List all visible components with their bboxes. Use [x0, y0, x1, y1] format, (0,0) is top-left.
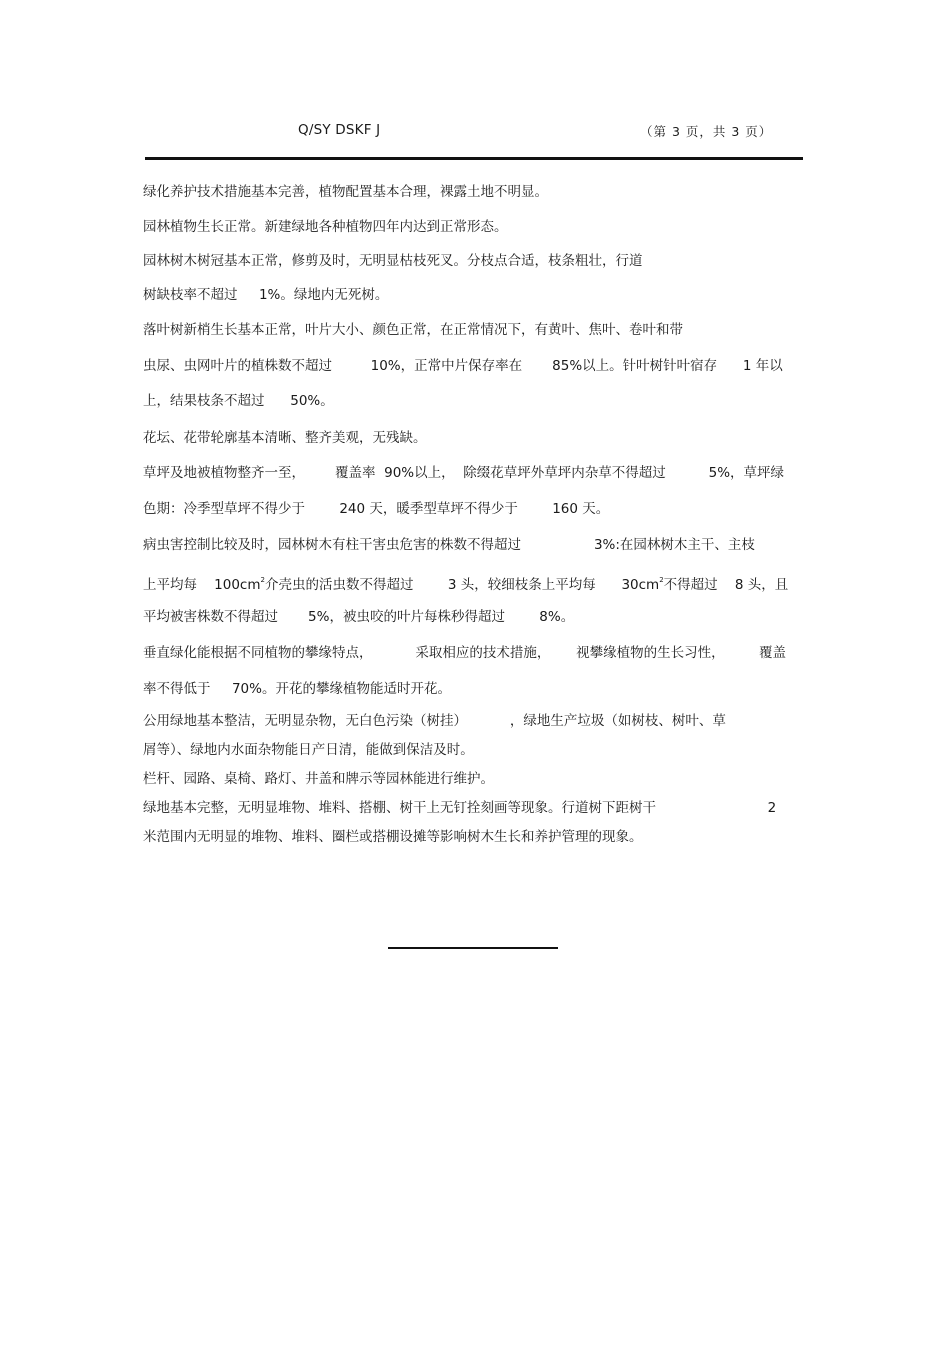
text-line: 屑等）、绿地内水面杂物能日产日清，能做到保洁及时。: [143, 742, 474, 758]
text-line: 色期：冷季型草坪不得少于 240 天，暖季型草坪不得少于 160 天。: [143, 501, 610, 517]
document-code: Q/SY DSKF J: [298, 122, 381, 138]
text-line: 虫尿、虫网叶片的植株数不超过 10%，正常中片保存率在 85%以上。针叶树针叶宿存 1 年以: [143, 358, 783, 374]
text-segment: 上平均每 100cm: [143, 577, 261, 593]
text-line: 米范围内无明显的堆物、堆料、圈栏或搭棚设摊等影响树木生长和养护管理的现象。: [143, 829, 643, 845]
text-line: 绿化养护技术措施基本完善，植物配置基本合理，裸露土地不明显。: [143, 184, 548, 200]
text-line: 垂直绿化能根据不同植物的攀缘特点， 采取相应的技术措施， 视攀缘植物的生长习性， 覆盖: [143, 645, 786, 661]
header-divider: [145, 157, 803, 160]
end-divider: [388, 947, 558, 949]
text-segment: 介壳虫的活虫数不得超过 3 头，较细枝条上平均每 30cm: [264, 577, 660, 593]
text-line: 园林树木树冠基本正常，修剪及时，无明显枯枝死叉。分枝点合适，枝条粗壮，行道: [143, 253, 643, 269]
text-line: 绿地基本完整，无明显堆物、堆料、搭棚、树干上无钉拴刻画等现象。行道树下距树干 2: [143, 800, 777, 816]
text-line: 花坛、花带轮廓基本清晰、整齐美观，无残缺。: [143, 430, 427, 446]
text-line: [143, 571, 788, 594]
text-line: 上，结果枝条不超过 50%。: [143, 393, 334, 409]
text-line: 树缺枝率不超过 1%。绿地内无死树。: [143, 287, 389, 303]
text-line: 落叶树新梢生长基本正常，叶片大小、颜色正常，在正常情况下，有黄叶、焦叶、卷叶和带: [143, 322, 683, 338]
text-line: 园林植物生长正常。新建绿地各种植物四年内达到正常形态。: [143, 219, 508, 235]
text-line: 栏杆、园路、桌椅、路灯、井盖和牌示等园林能进行维护。: [143, 771, 494, 787]
page-number: （第 3 页，共 3 页）: [640, 124, 773, 139]
text-line: 平均被害株数不得超过 5%，被虫咬的叶片每株秒得超过 8%。: [143, 609, 575, 625]
text-line: 草坪及地被植物整齐一至， 覆盖率 90%以上， 除缀花草坪外草坪内杂草不得超过 5%，草坪绿: [143, 465, 785, 481]
superscript: 2: [260, 576, 265, 584]
text-line: 率不得低于 70%。开花的攀缘植物能适时开花。: [143, 681, 451, 697]
text-line: 公用绿地基本整洁，无明显杂物，无白色污染（树挂） ，绿地生产垃圾（如树枝、树叶、草: [143, 713, 726, 729]
superscript: 2: [659, 576, 664, 584]
text-line: 病虫害控制比较及时，园林树木有柱干害虫危害的株数不得超过 3%:在园林树木主干、主枝: [143, 537, 755, 553]
text-segment: 不得超过 8 头，且: [663, 577, 789, 593]
